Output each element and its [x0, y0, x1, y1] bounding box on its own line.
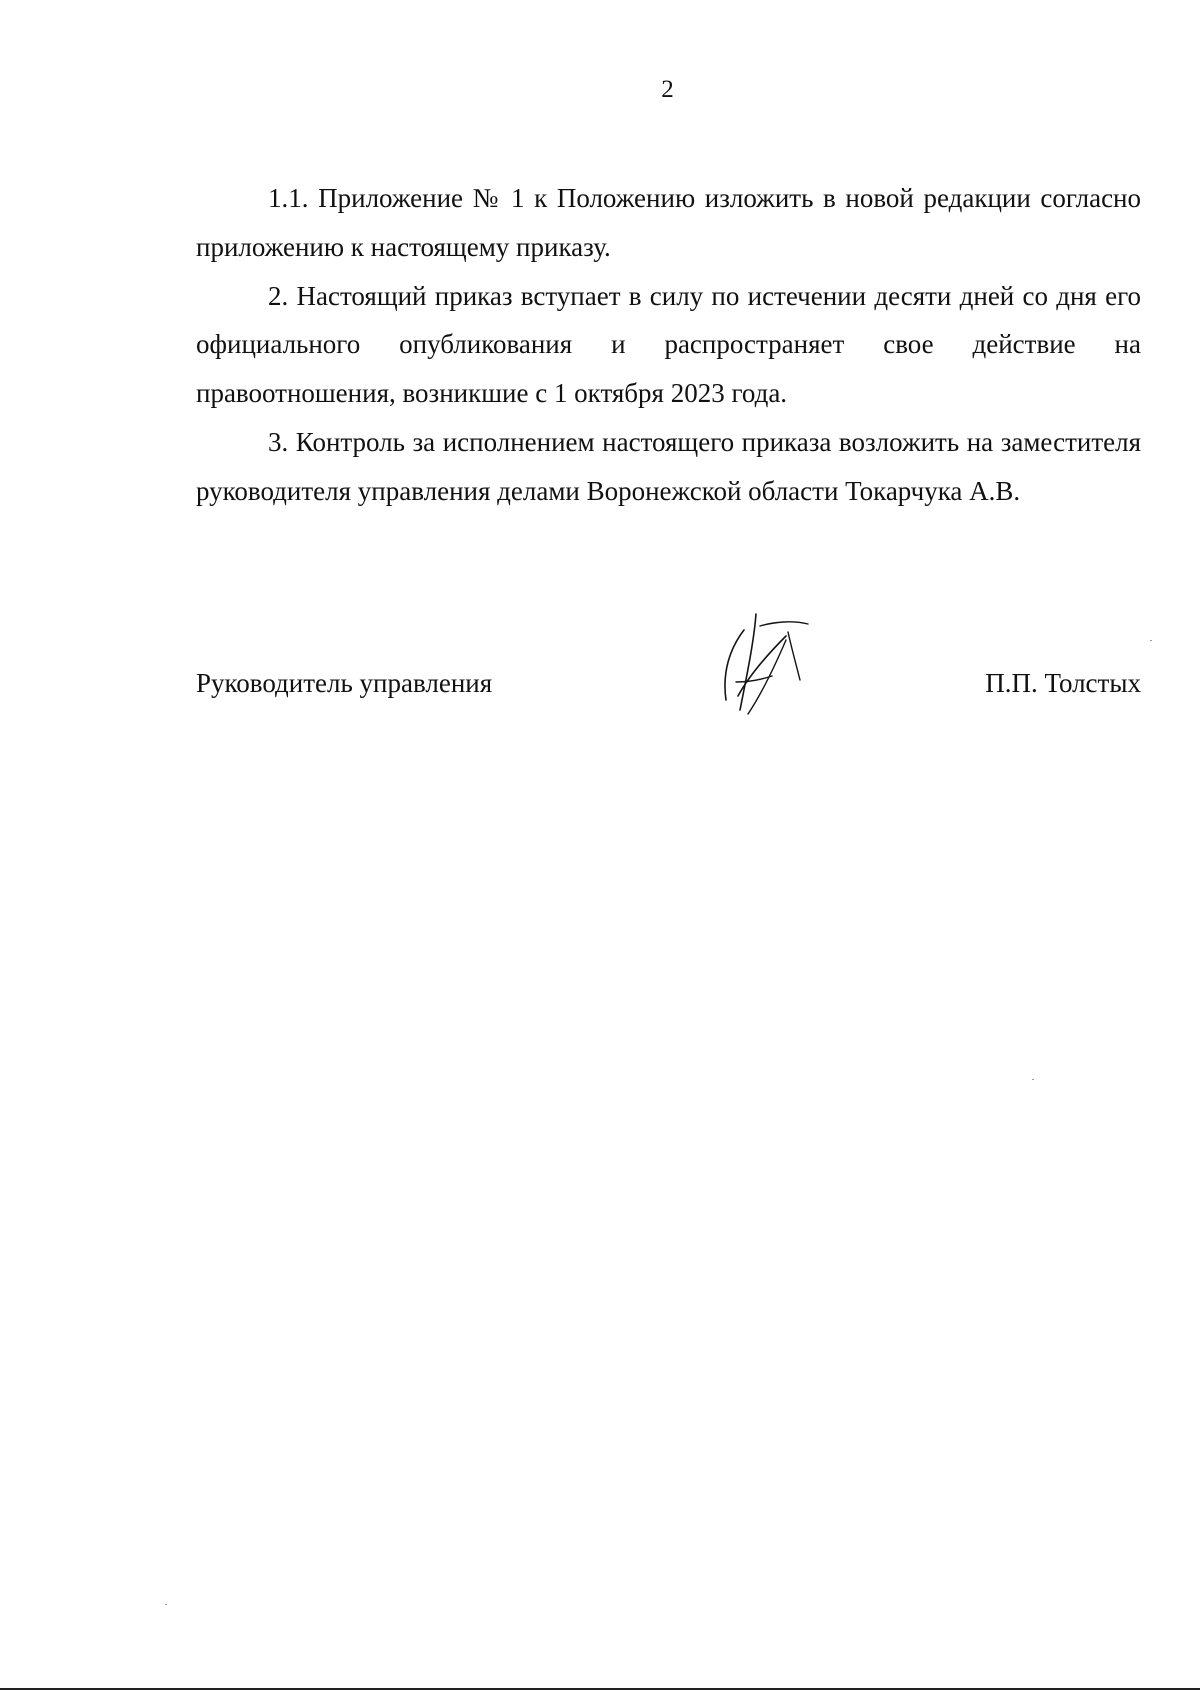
paragraph-1-1: 1.1. Приложение № 1 к Положению изложить в новой редакции согласно приложению к настоящему приказу. — [196, 183, 1141, 262]
paragraph-3: 3. Контроль за исполнением настоящего приказа возложить на заместителя руководителя управления делами Воронежской области Токарчука А.В. — [196, 426, 1141, 506]
signatory-position: Руководитель управления — [196, 668, 493, 698]
scan-speck — [165, 1604, 167, 1605]
page-number: 2 — [661, 76, 674, 103]
paragraph-2: 2. Настоящий приказ вступает в силу по истечении десяти дней со дня его официального опубликования и распространяет свое действие на правоотношения, возникшие с 1 октября 2023 года. — [196, 280, 1141, 409]
scan-speck — [1032, 1079, 1034, 1080]
signature-block — [196, 660, 1141, 720]
document-body — [196, 174, 1141, 516]
scan-speck — [1150, 640, 1152, 641]
signatory-name: П.П. Толстых — [985, 668, 1141, 698]
handwritten-signature — [716, 610, 821, 720]
